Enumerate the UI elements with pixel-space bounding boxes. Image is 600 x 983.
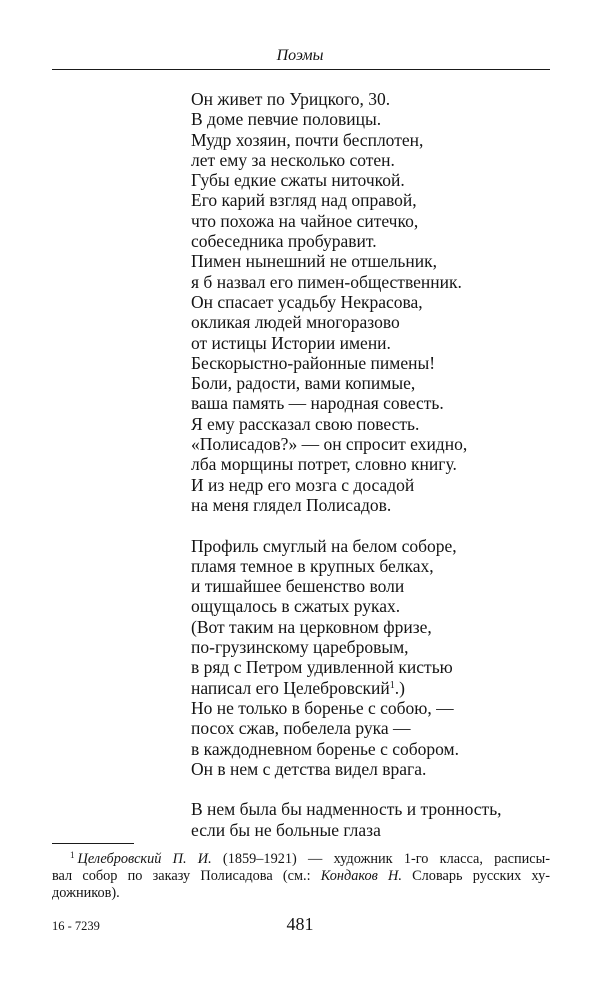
footnote-reference[interactable]: 1 bbox=[389, 679, 395, 691]
header-rule bbox=[52, 69, 550, 70]
poem-line: Но не только в боренье с собою, — bbox=[191, 697, 454, 718]
footnote-line-1 bbox=[52, 851, 550, 868]
poem-line: от истицы Истории имени. bbox=[191, 332, 391, 353]
poem-line: ощущалось в сжатых руках. bbox=[191, 596, 401, 617]
poem-line: «Полисадов?» — он спросит ехидно, bbox=[191, 434, 468, 455]
poem-line: в ряд с Петром удивленной кистью bbox=[191, 657, 453, 678]
page-number: 481 bbox=[286, 914, 314, 934]
stanza-gap bbox=[191, 515, 502, 535]
footnote-rule bbox=[52, 843, 134, 844]
poem-line: Он живет по Урицкого, 30. bbox=[191, 89, 391, 109]
poem-line: пламя темное в крупных белках, bbox=[191, 555, 434, 576]
poem-line: И из недр его мозга с досадой bbox=[191, 474, 415, 495]
footnote-marker: 1 bbox=[70, 850, 75, 860]
footnote-ref-author: Кондаков Н. bbox=[320, 868, 402, 884]
poem-line: посох сжав, побелела рука — bbox=[191, 718, 411, 739]
poem-line: Пимен нынешний не отшельник, bbox=[191, 251, 438, 272]
footnote-text-1: (1859–1921) — художник 1-го класса, расписы- bbox=[211, 851, 550, 867]
poem-line: лет ему за несколько сотен. bbox=[191, 149, 395, 170]
poem-line: по-грузинскому царебровым, bbox=[191, 637, 409, 658]
poem-line: на меня глядел Полисадов. bbox=[191, 494, 392, 515]
poem-line: Я ему рассказал свою повесть. bbox=[191, 413, 420, 434]
poem-line: написал его Целебровский$^1$.) bbox=[191, 677, 405, 698]
poem-line: лба морщины потрет, словно книгу. bbox=[191, 454, 457, 475]
poem-line: Боли, радости, вами копимые, bbox=[191, 373, 416, 394]
poem-line: в каждодневном боренье с собором. bbox=[191, 738, 460, 759]
poem-line: Бескорыстно-районные пимены! bbox=[191, 352, 436, 373]
poem-line: и тишайшее бешенство воли bbox=[191, 576, 405, 597]
poem-line: (Вот таким на церковном фризе, bbox=[191, 616, 432, 637]
poem-line: Губы едкие сжаты ниточкой. bbox=[191, 170, 405, 191]
poem-line: ваша память — народная совесть. bbox=[191, 393, 444, 414]
poem-line: если бы не больные глаза bbox=[191, 819, 381, 840]
poem-line: Его карий взгляд над оправой, bbox=[191, 190, 417, 211]
poem-line: Профиль смуглый на белом соборе, bbox=[191, 535, 457, 556]
poem-text bbox=[191, 89, 502, 840]
footnote-line-2 bbox=[52, 868, 550, 885]
running-head: Поэмы bbox=[276, 47, 324, 64]
poem-line: собеседника пробуравит. bbox=[191, 231, 377, 252]
poem-line: В доме певчие половицы. bbox=[191, 109, 382, 130]
poem-line: Он в нем с детства видел врага. bbox=[191, 758, 427, 779]
footnote-author: Целебровский П. И. bbox=[77, 851, 212, 867]
poem-line: В нем была бы надменность и тронность, bbox=[191, 799, 502, 820]
poem-line: Он спасает усадьбу Некрасова, bbox=[191, 291, 423, 312]
stanza-gap bbox=[191, 779, 502, 799]
footnote-text-2a: вал собор по заказу Полисадова (см.: bbox=[52, 868, 321, 884]
poem-line: Мудр хозяин, почти бесплотен, bbox=[191, 129, 424, 150]
poem-line: окликая людей многоразово bbox=[191, 312, 400, 333]
poem-line: что похожа на чайное ситечко, bbox=[191, 210, 419, 231]
footnote-text-2b: Словарь русских ху- bbox=[401, 868, 550, 884]
poem-line: я б назвал его пимен-общественник. bbox=[191, 271, 462, 292]
footnote bbox=[52, 851, 550, 902]
signature-mark: 16 - 7239 bbox=[52, 919, 100, 933]
footnote-line-3: дожников). bbox=[52, 885, 120, 901]
